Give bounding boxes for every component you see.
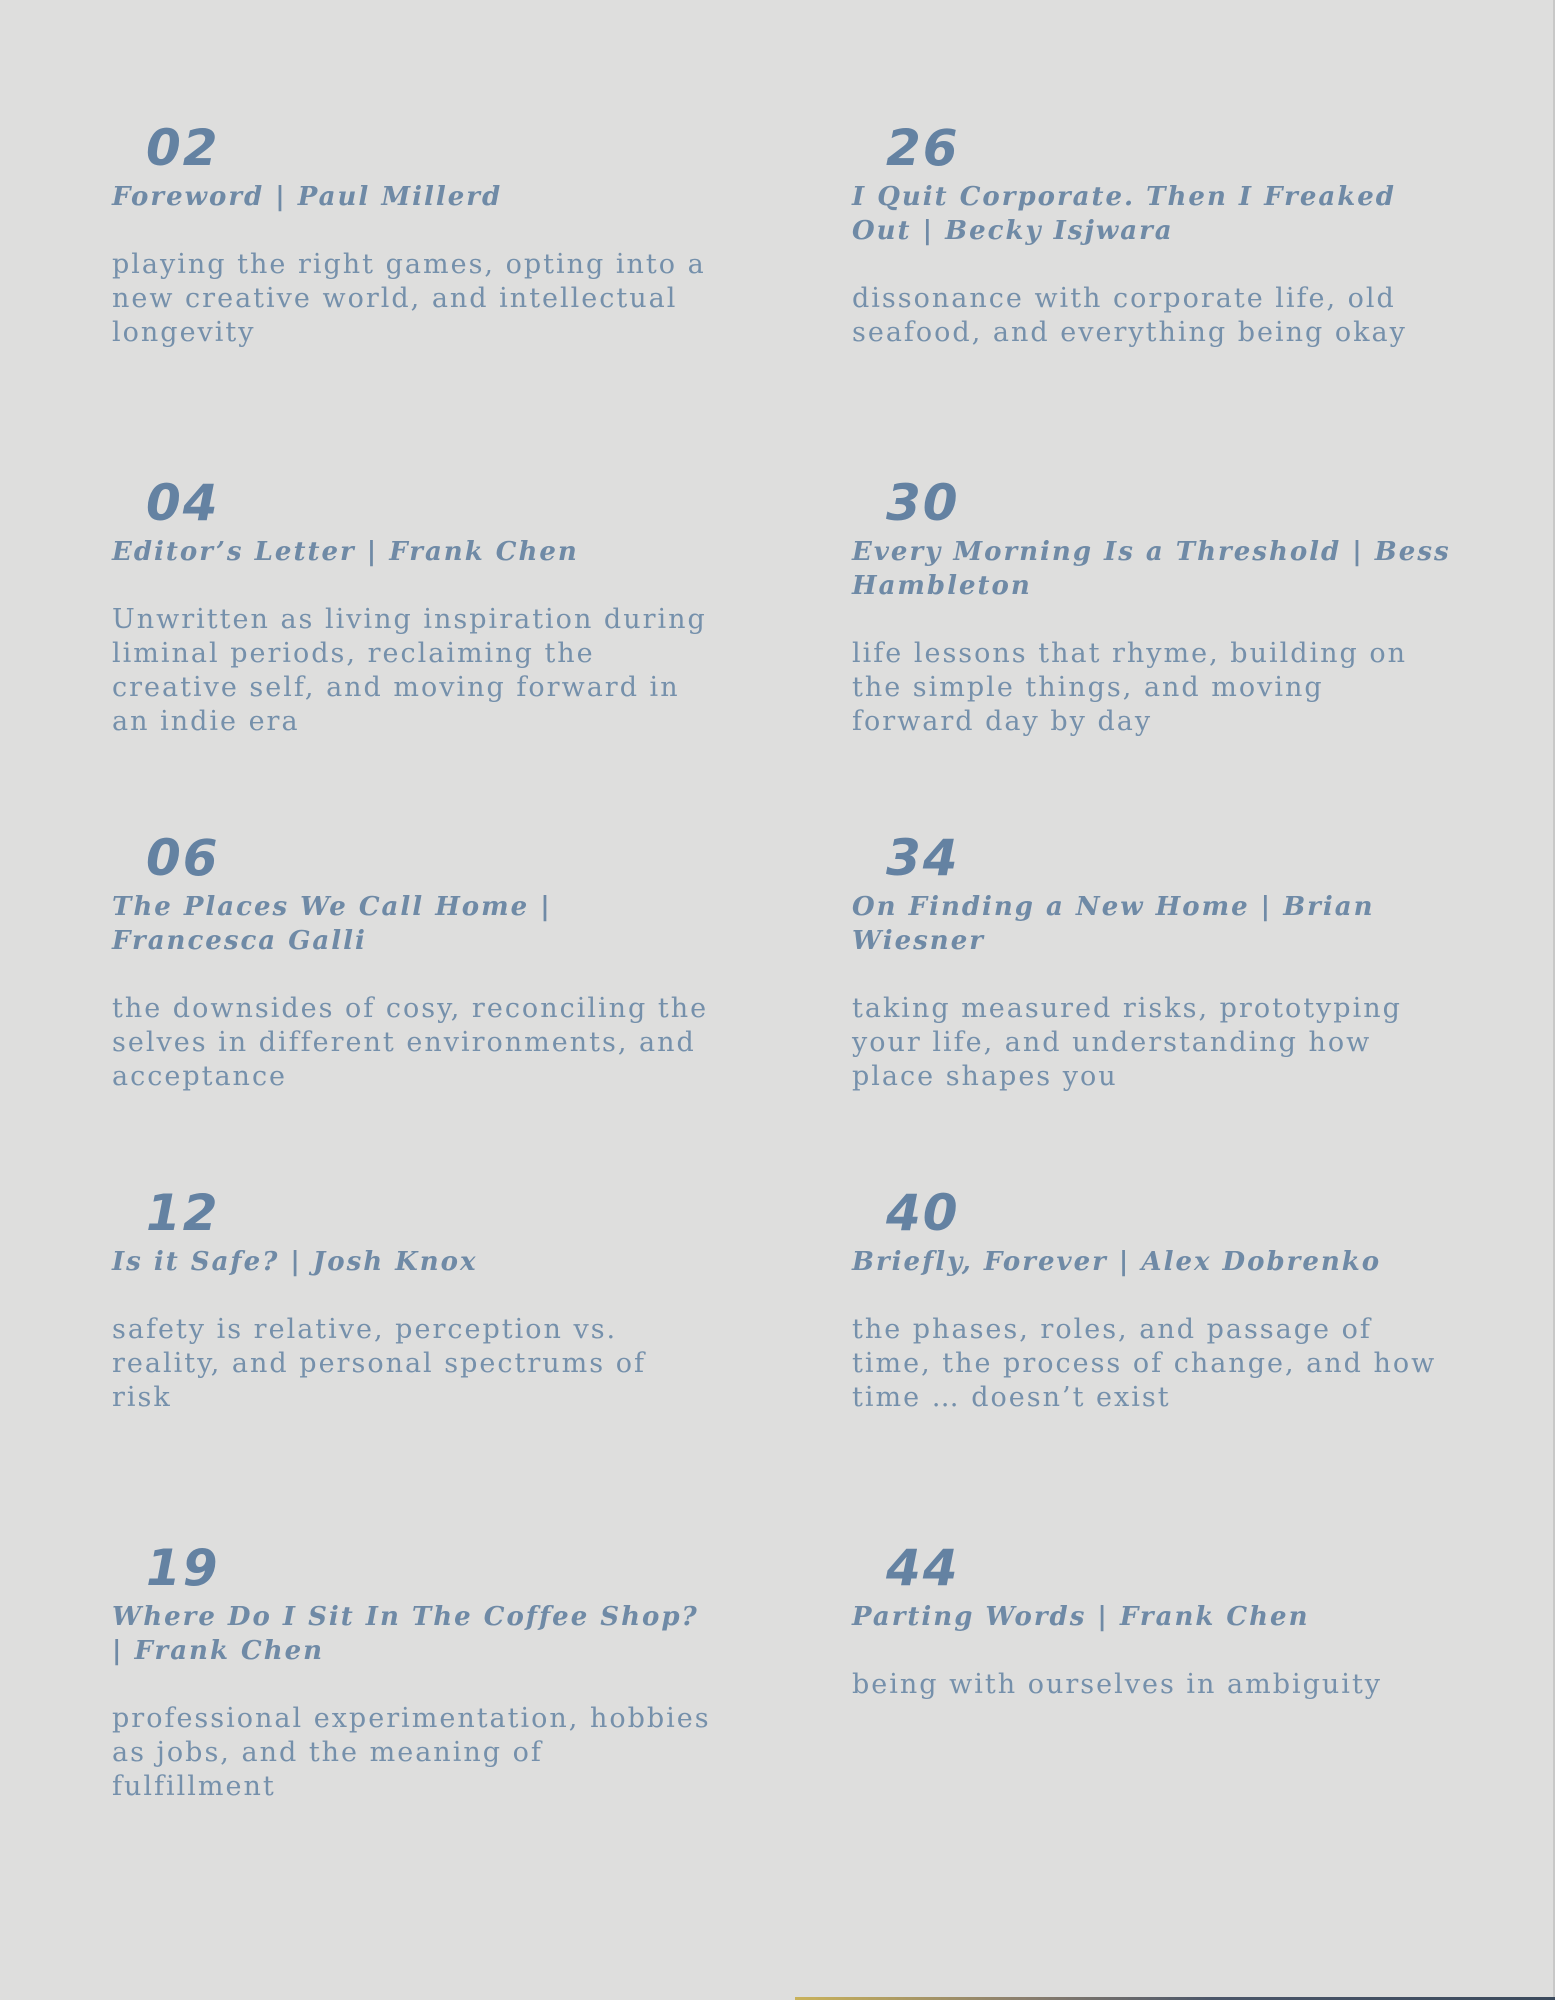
article-title: I Quit Corporate. Then I Freaked Out | Becky Isjwara [852, 182, 1396, 246]
article-description: Unwritten as living inspiration during liminal periods, reclaiming the creative self, and moving forward in an indie era [112, 604, 707, 737]
page-number: 04 [146, 474, 220, 532]
article-description: professional experimentation, hobbies as jobs, and the meaning of fulfillment [112, 1703, 711, 1802]
article-description: taking measured risks, prototyping your life, and understanding how place shapes you [852, 993, 1402, 1092]
article-title: Briefly, Forever | Alex Dobrenko [852, 1247, 1382, 1277]
page-number: 02 [146, 119, 220, 177]
article-description: life lessons that rhyme, building on the simple things, and moving forward day by day [852, 638, 1408, 737]
page-number: 34 [886, 829, 960, 887]
toc-entry [112, 1538, 712, 1804]
article-title: Foreword | Paul Millerd [112, 182, 503, 212]
page-number: 44 [886, 1539, 960, 1597]
page-number: 06 [146, 829, 220, 887]
toc-entry [112, 473, 712, 739]
article-title: Every Morning Is a Threshold | Bess Hambleton [852, 537, 1451, 601]
toc-entry [852, 1538, 1452, 1702]
toc-entry [852, 118, 1452, 350]
article-description: the phases, roles, and passage of time, the process of change, and how time … doesn’t exist [852, 1314, 1437, 1413]
article-title: Parting Words | Frank Chen [852, 1602, 1310, 1632]
article-description: safety is relative, perception vs. reality, and personal spectrums of risk [112, 1314, 646, 1413]
page-number: 12 [146, 1184, 220, 1242]
toc-entry [852, 1183, 1452, 1415]
article-title: Where Do I Sit In The Coffee Shop? | Frank Chen [112, 1602, 699, 1666]
toc-entry [112, 118, 712, 350]
page-number: 40 [886, 1184, 960, 1242]
toc-entry [112, 1183, 712, 1415]
toc-entry [112, 828, 712, 1094]
page-number: 26 [886, 119, 960, 177]
article-description: playing the right games, opting into a new creative world, and intellectual longevity [112, 249, 706, 348]
article-title: Editor’s Letter | Frank Chen [112, 537, 579, 567]
article-title: On Finding a New Home | Brian Wiesner [852, 892, 1375, 956]
toc-entry [852, 473, 1452, 739]
article-description: being with ourselves in ambiguity [852, 1669, 1383, 1700]
page-number: 30 [886, 474, 960, 532]
toc-entry [852, 828, 1452, 1094]
article-title: The Places We Call Home | Francesca Galli [112, 892, 552, 956]
article-title: Is it Safe? | Josh Knox [112, 1247, 478, 1277]
page-number: 19 [146, 1539, 220, 1597]
article-description: the downsides of cosy, reconciling the selves in different environments, and acceptance [112, 993, 709, 1092]
article-description: dissonance with corporate life, old seafood, and everything being okay [852, 283, 1407, 348]
